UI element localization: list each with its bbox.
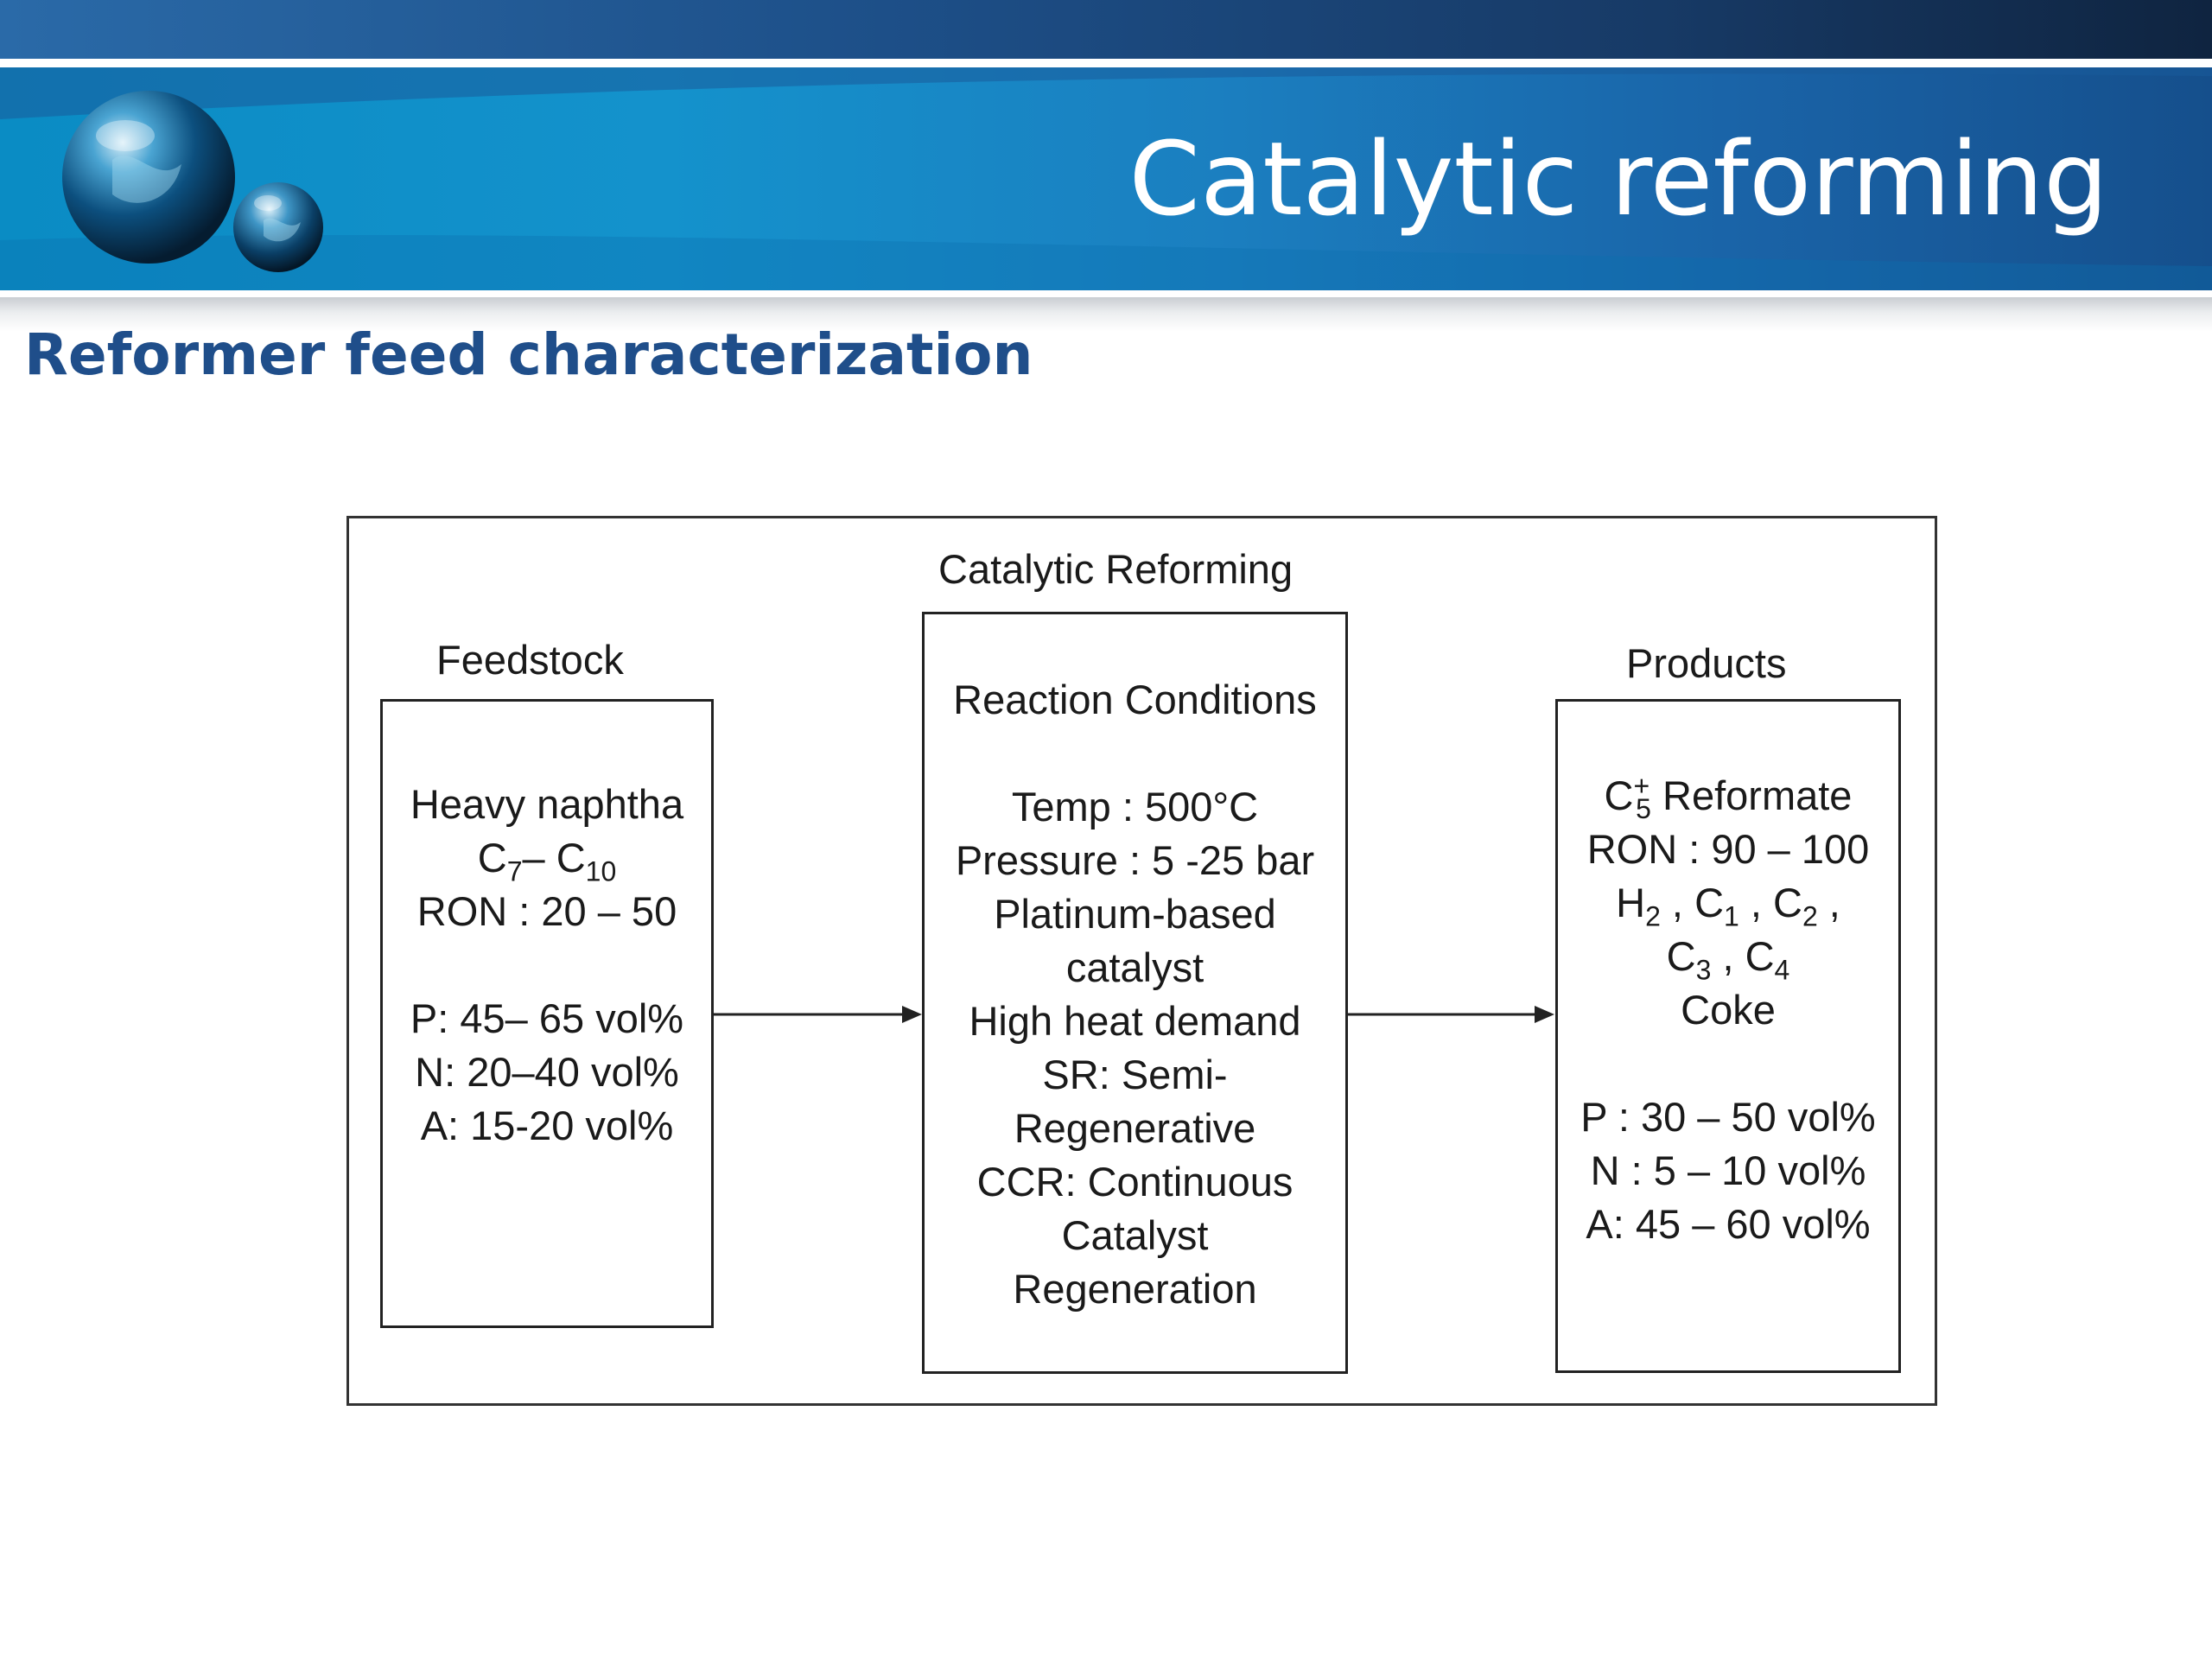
feedstock-paraffins: P: 45– 65 vol% [410,995,684,1041]
reaction-conditions-heading: Reaction Conditions [953,677,1317,722]
products-coke: Coke [1681,987,1776,1033]
products-paraffins: P : 30 – 50 vol% [1580,1094,1876,1140]
feedstock-naphthenes: N: 20–40 vol% [415,1049,679,1095]
products-box [1555,699,1901,1373]
reaction-condition-line: Platinum-based [994,891,1276,937]
feedstock-aromatics: A: 15-20 vol% [420,1103,674,1148]
diagram-title: Catalytic Reforming [938,546,1294,592]
reaction-condition-line: Pressure : 5 -25 bar [955,837,1315,883]
feedstock-ron: RON : 20 – 50 [416,888,677,934]
globe-logo-icon [52,82,337,281]
feedstock-carbon-range: $C_7-$ $C_{10}$ [477,835,617,887]
products-heavier-gases: $C_3$ , $C_4$ [1666,933,1790,986]
products-aromatics: A: 45 – 60 vol% [1586,1201,1871,1247]
reaction-condition-line: Catalyst [1061,1212,1209,1258]
reaction-condition-line: CCR: Continuous [976,1159,1294,1205]
banner-divider [0,290,2212,297]
reaction-condition-line: High heat demand [969,998,1301,1044]
products-ron: RON : 90 – 100 [1586,826,1870,872]
reaction-condition-line: Temp : 500°C [1011,784,1259,830]
feedstock-name: Heavy naphtha [410,781,684,827]
reaction-condition-line: Regeneration [1013,1266,1257,1312]
feed-to-reactor-arrow [714,1002,925,1027]
products-reformate: $C^+_5$ Reformate [1604,770,1853,825]
reactor-to-products-arrow [1348,1002,1557,1027]
products-naphthenes: N : 5 – 10 vol% [1590,1147,1866,1193]
products-label: Products [1626,640,1787,686]
products-light-gases: $H_2$ , $C_1$ , $C_2$ , [1616,880,1840,932]
header-top-bar [0,0,2212,59]
slide-subtitle: Reformer feed characterization [24,321,1033,388]
reaction-condition-line: SR: Semi- [1042,1052,1228,1097]
reaction-condition-line: Regenerative [1014,1105,1256,1151]
reaction-condition-line: catalyst [1065,944,1205,990]
slide-title: Catalytic reforming [1128,119,2108,238]
feedstock-box [380,699,714,1328]
reaction-conditions-box [922,612,1348,1374]
feedstock-label: Feedstock [436,637,624,683]
